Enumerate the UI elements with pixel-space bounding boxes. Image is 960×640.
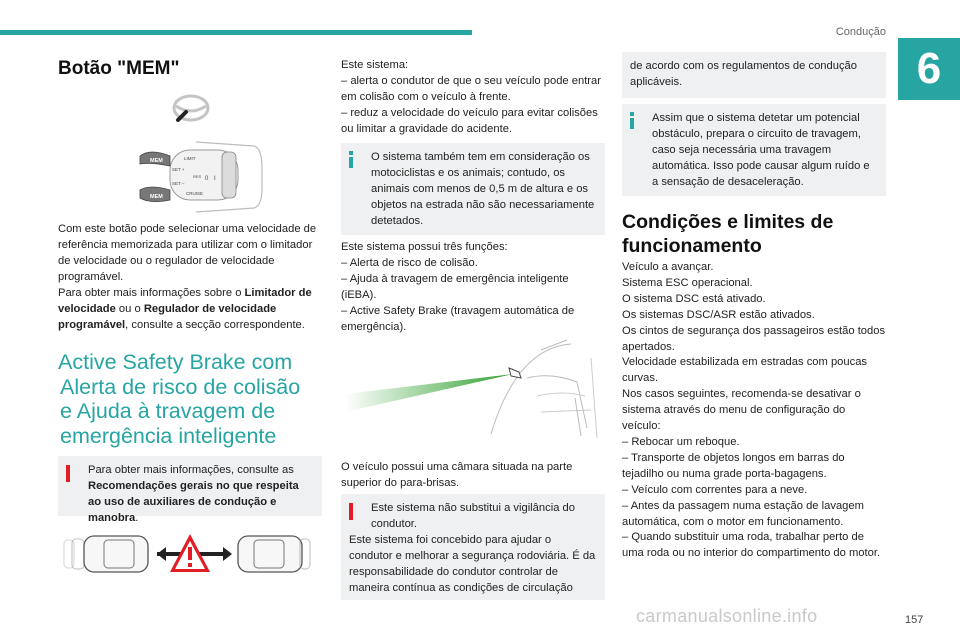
info-icon-bar-2 <box>630 118 634 129</box>
conditions-heading-line-1: Condições e limites de <box>622 211 834 233</box>
conditions-list <box>622 260 886 562</box>
functions-line-3: – Active Safety Brake (travagem automática de emergência). <box>341 304 575 333</box>
info-icon-dot <box>349 151 353 155</box>
conditions-heading-line-2: funcionamento <box>622 235 762 257</box>
info-note-motorcyclists <box>341 143 605 235</box>
stalk-label-set-plus: SET + <box>172 167 185 172</box>
functions-line-2: – Ajuda à travagem de emergência inteligente (iEBA). <box>341 272 569 301</box>
cond-line-8: – Transporte de objetos longos em barras do tejadilho ou numa grade porta-bagagens. <box>622 451 845 480</box>
warning-note-text-c: . <box>135 511 139 524</box>
warning-note-general-recommendations <box>58 456 322 524</box>
steering-wheel-icon <box>168 90 214 130</box>
header-accent-bar <box>0 30 472 35</box>
mem-para-2-text-e: , consulte a secção correspondente. <box>125 318 305 331</box>
functions-line-0: Este sistema possui três funções: <box>341 241 508 253</box>
continued-note-text: de acordo com os regulamentos de condução aplicáveis. <box>630 60 858 88</box>
asb-heading <box>58 350 322 448</box>
page-number: 157 <box>905 614 924 626</box>
cond-line-2: O sistema DSC está ativado. <box>622 292 766 305</box>
cond-line-3: Os sistemas DSC/ASR estão ativados. <box>622 308 815 321</box>
asb-heading-line-3: e Ajuda à travagem de <box>60 399 276 423</box>
cond-line-9: – Veículo com correntes para a neve. <box>622 483 808 496</box>
link-speed-limiter: Limitador de velocidade <box>58 287 312 315</box>
system-line-2: – reduz a velocidade do veículo para evitar colisões ou limitar a gravidade do acidente. <box>341 106 598 135</box>
link-cruise-control: Regulador de velocidade programável <box>58 302 277 331</box>
functions-line-1: – Alerta de risco de colisão. <box>341 256 478 269</box>
chapter-title: Condução <box>835 26 886 38</box>
cond-line-5: Velocidade estabilizada em estradas com poucas curvas. <box>622 356 868 385</box>
system-description <box>341 58 605 138</box>
conditions-heading <box>622 210 886 258</box>
collision-warning-illustration <box>62 530 318 578</box>
mem-paragraph-1: Com este botão pode selecionar uma velocidade de referência memorizada para utilizar com o limitador de velocidade ou o regulador de velocidade programável. <box>58 223 317 283</box>
mem-para-2-text-a: Para obter mais informações sobre o <box>58 287 245 299</box>
asb-heading-line-1: Active Safety Brake com <box>58 350 293 374</box>
cond-line-7: – Rebocar um reboque. <box>622 435 740 448</box>
stalk-label-zero: 0 <box>205 176 209 182</box>
info-note-2-text: Assim que o sistema detetar um potencial obstáculo, prepara o circuito de travagem, caso seja necessária uma travagem automática. Isso pode causar algum ruído e a sensação de desaceleração. <box>652 112 870 188</box>
info-note-braking-circuit <box>622 104 886 196</box>
cond-line-6: Nos casos seguintes, recomenda-se desativar o sistema através do menu de configuração do veículo: <box>622 388 861 433</box>
warning-icon <box>66 465 70 482</box>
stalk-label-res: RES <box>193 174 202 179</box>
warning-note-text-b: Recomendações gerais no que respeita ao uso de auxiliares de condução e manobra <box>88 479 299 524</box>
info-note-1-text: O sistema também tem em consideração os motociclistas e os animais; contudo, os animais com menos de 0,5 m de altura e os objetos na estrada não são necessariamente detetados. <box>371 151 595 227</box>
cond-line-0: Veículo a avançar. <box>622 261 714 273</box>
camera-text: O veículo possui uma câmara situada na parte superior do para-brisas. <box>341 461 573 489</box>
stalk-label-mem-top: MEM <box>150 158 163 164</box>
warning-note-text-a: Para obter mais informações, consulte as <box>88 464 294 476</box>
system-line-1: – alerta o condutor de que o seu veículo pode entrar em colisão com o veículo à frente. <box>341 74 601 103</box>
stalk-label-limit: LIMIT <box>184 156 196 161</box>
stalk-label-set-minus: SET – <box>172 181 185 186</box>
info-icon-dot-2 <box>630 112 634 116</box>
asb-heading-line-2: Alerta de risco de colisão <box>60 374 301 399</box>
stalk-label-cruise: CRUISE <box>186 191 204 196</box>
watermark: carmanualsonline.info <box>636 606 818 626</box>
mem-para-2-text-c: ou o <box>115 302 144 315</box>
cruise-stalk-illustration <box>136 138 266 216</box>
windshield-camera-illustration <box>341 338 605 446</box>
functions-list <box>341 240 605 335</box>
cond-line-4: Os cintos de segurança dos passageiros estão todos apertados. <box>622 324 886 353</box>
stalk-label-mem-bottom: MEM <box>150 194 163 200</box>
asb-heading-line-4: emergência inteligente <box>60 423 277 448</box>
warning-note-2-rest: Este sistema foi concebido para ajudar o condutor e melhorar a segurança rodoviária. É da responsabilidade do condutor controlar de maneira contínua as condições de circulação <box>349 533 596 594</box>
chapter-number-tab: 6 <box>898 38 960 100</box>
warning-note-2-first: Este sistema não substitui a vigilância do condutor. <box>371 502 575 530</box>
warning-icon-2 <box>349 503 353 520</box>
cond-line-10: – Antes da passagem numa estação de lavagem automática, com o motor em funcionamento. <box>622 499 864 528</box>
system-line-0: Este sistema: <box>341 59 409 71</box>
cond-line-1: Sistema ESC operacional. <box>622 276 753 289</box>
continued-note <box>622 52 886 98</box>
mem-heading: Botão "MEM" <box>58 58 180 79</box>
cond-line-11: – Quando substituir uma roda, trabalhar perto de uma roda ou no interior do compartimento do motor. <box>622 531 881 560</box>
mem-paragraph-2 <box>58 286 322 334</box>
stalk-label-one: I <box>214 176 216 182</box>
info-icon-bar <box>349 157 353 168</box>
warning-note-vigilance <box>341 494 605 600</box>
